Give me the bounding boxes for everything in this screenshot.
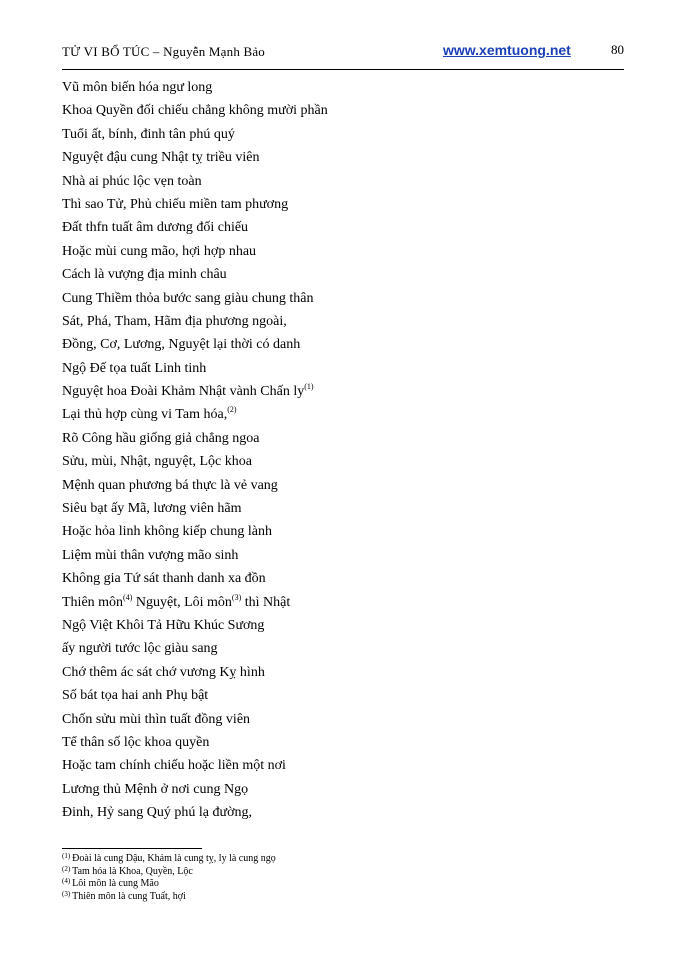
poem-line — [62, 123, 328, 146]
footnote-marker: (1) — [304, 382, 314, 392]
poem-body — [62, 76, 328, 825]
poem-text: ấy người tước lộc giàu sang — [62, 641, 218, 657]
poem-line — [62, 520, 328, 543]
footnote-marker: (2) — [227, 405, 237, 415]
poem-line — [62, 263, 328, 286]
poem-text: Liệm mùi thân vượng mão sinh — [62, 547, 239, 563]
poem-line — [62, 333, 328, 356]
footnote-text: Lôi môn là cung Mão — [72, 878, 159, 889]
poem-text: Thì sao Tử, Phủ chiếu miền tam phương — [62, 196, 289, 212]
poem-line — [62, 380, 328, 403]
poem-text: Thiên môn — [62, 594, 124, 610]
poem-text: Cung Thiềm thỏa bước sang giàu chung thân — [62, 290, 314, 306]
poem-line — [62, 801, 328, 824]
poem-line — [62, 567, 328, 590]
poem-line — [62, 427, 328, 450]
poem-line — [62, 216, 328, 239]
poem-line — [62, 240, 328, 263]
poem-text: Vũ môn biến hóa ngư long — [62, 80, 213, 95]
book-title: TỬ VI BỔ TÚC – Nguyễn Mạnh Bảo — [62, 44, 266, 59]
poem-text: Lại thủ hợp cùng vi Tam hóa, — [62, 407, 228, 423]
footnote — [62, 853, 276, 866]
poem-line — [62, 357, 328, 380]
poem-line — [62, 146, 328, 169]
poem-line — [62, 754, 328, 777]
poem-line — [62, 708, 328, 731]
header-divider — [62, 69, 624, 70]
footnote-divider — [62, 848, 202, 849]
poem-text: Sửu, mùi, Nhật, nguyệt, Lộc khoa — [62, 454, 252, 470]
poem-text: Lương thủ Mệnh ở nơi cung Ngọ — [62, 781, 249, 797]
poem-text: Khoa Quyền đối chiếu chẳng không mười phần — [62, 103, 328, 119]
poem-line — [62, 591, 328, 614]
poem-text: Hoặc hỏa linh không kiếp chung lành — [62, 524, 272, 540]
poem-line — [62, 170, 328, 193]
poem-line — [62, 193, 328, 216]
poem-text: Tể thân số lộc khoa quyền — [62, 734, 210, 750]
poem-text: Đất thfn tuất âm dương đối chiếu — [62, 220, 249, 236]
poem-text: Đinh, Hỷ sang Quý phú lạ đường, — [62, 805, 252, 821]
poem-line — [62, 310, 328, 333]
poem-text: Số bát tọa hai anh Phụ bật — [62, 688, 209, 704]
poem-line — [62, 403, 328, 426]
poem-line — [62, 287, 328, 310]
poem-text: Nguyệt, Lôi môn — [132, 594, 232, 610]
footnote-mark: (2) — [62, 864, 71, 873]
poem-line — [62, 661, 328, 684]
poem-text: Ngộ Đế tọa tuất Linh tinh — [62, 360, 207, 376]
poem-text: Đồng, Cơ, Lương, Nguyệt lại thời có danh — [62, 337, 301, 353]
poem-line — [62, 497, 328, 520]
poem-line — [62, 450, 328, 473]
footnote-mark: (3) — [62, 889, 71, 898]
page-header — [62, 40, 624, 64]
poem-text: Nhà ai phúc lộc vẹn toàn — [62, 173, 202, 189]
footnote-text: Tam hóa là Khoa, Quyền, Lộc — [72, 865, 193, 877]
footnote-text: Thiên môn là cung Tuất, hợi — [72, 890, 186, 902]
page-number: 80 — [611, 42, 624, 57]
poem-line — [62, 544, 328, 567]
poem-line — [62, 614, 328, 637]
poem-line — [62, 684, 328, 707]
poem-line — [62, 76, 328, 99]
poem-text: Cách là vượng địa minh châu — [62, 267, 227, 283]
poem-line — [62, 474, 328, 497]
poem-line — [62, 778, 328, 801]
poem-text: Không gia Tứ sát thanh danh xa đồn — [62, 571, 266, 587]
poem-text: Nguyệt hoa Đoài Khảm Nhật vành Chấn ly — [62, 384, 305, 400]
poem-line — [62, 99, 328, 122]
poem-line — [62, 731, 328, 754]
poem-text: Mệnh quan phương bá thực là vẻ vang — [62, 477, 278, 493]
poem-text: Sát, Phá, Tham, Hãm địa phương ngoài, — [62, 313, 287, 329]
poem-text: Hoặc tam chính chiếu hoặc liền một nơi — [62, 758, 286, 774]
poem-text: Chốn sửu mùi thìn tuất đồng viên — [62, 711, 251, 727]
footnote — [62, 878, 276, 891]
footnote-marker: (4) — [123, 592, 133, 602]
footnote-text: Đoài là cung Dậu, Khảm là cung tỵ, ly là cung ngọ — [72, 853, 276, 864]
footnote — [62, 866, 276, 879]
poem-text: thì Nhật — [241, 594, 291, 610]
footnote — [62, 891, 276, 904]
poem-text: Rõ Công hầu giống giả chẳng ngoa — [62, 430, 260, 446]
footnote-mark: (1) — [62, 852, 71, 860]
poem-text: Ngộ Việt Khôi Tả Hữu Khúc Sương — [62, 617, 265, 633]
website-link[interactable]: www.xemtuong.net — [443, 42, 571, 58]
poem-text: Nguyệt đậu cung Nhật tỵ triều viên — [62, 150, 260, 166]
footnote-marker: (3) — [231, 592, 242, 602]
poem-text: Hoặc mùi cung mão, hợi hợp nhau — [62, 243, 257, 259]
poem-line — [62, 637, 328, 660]
footnotes-list — [62, 853, 276, 903]
poem-text: Siêu bạt ấy Mã, lương viên hãm — [62, 501, 242, 517]
footnote-mark: (4) — [62, 877, 71, 885]
poem-text: Chớ thêm ác sát chớ vương Kỵ hình — [62, 664, 265, 680]
poem-text: Tuổi ất, bính, đinh tân phú quý — [62, 126, 235, 142]
